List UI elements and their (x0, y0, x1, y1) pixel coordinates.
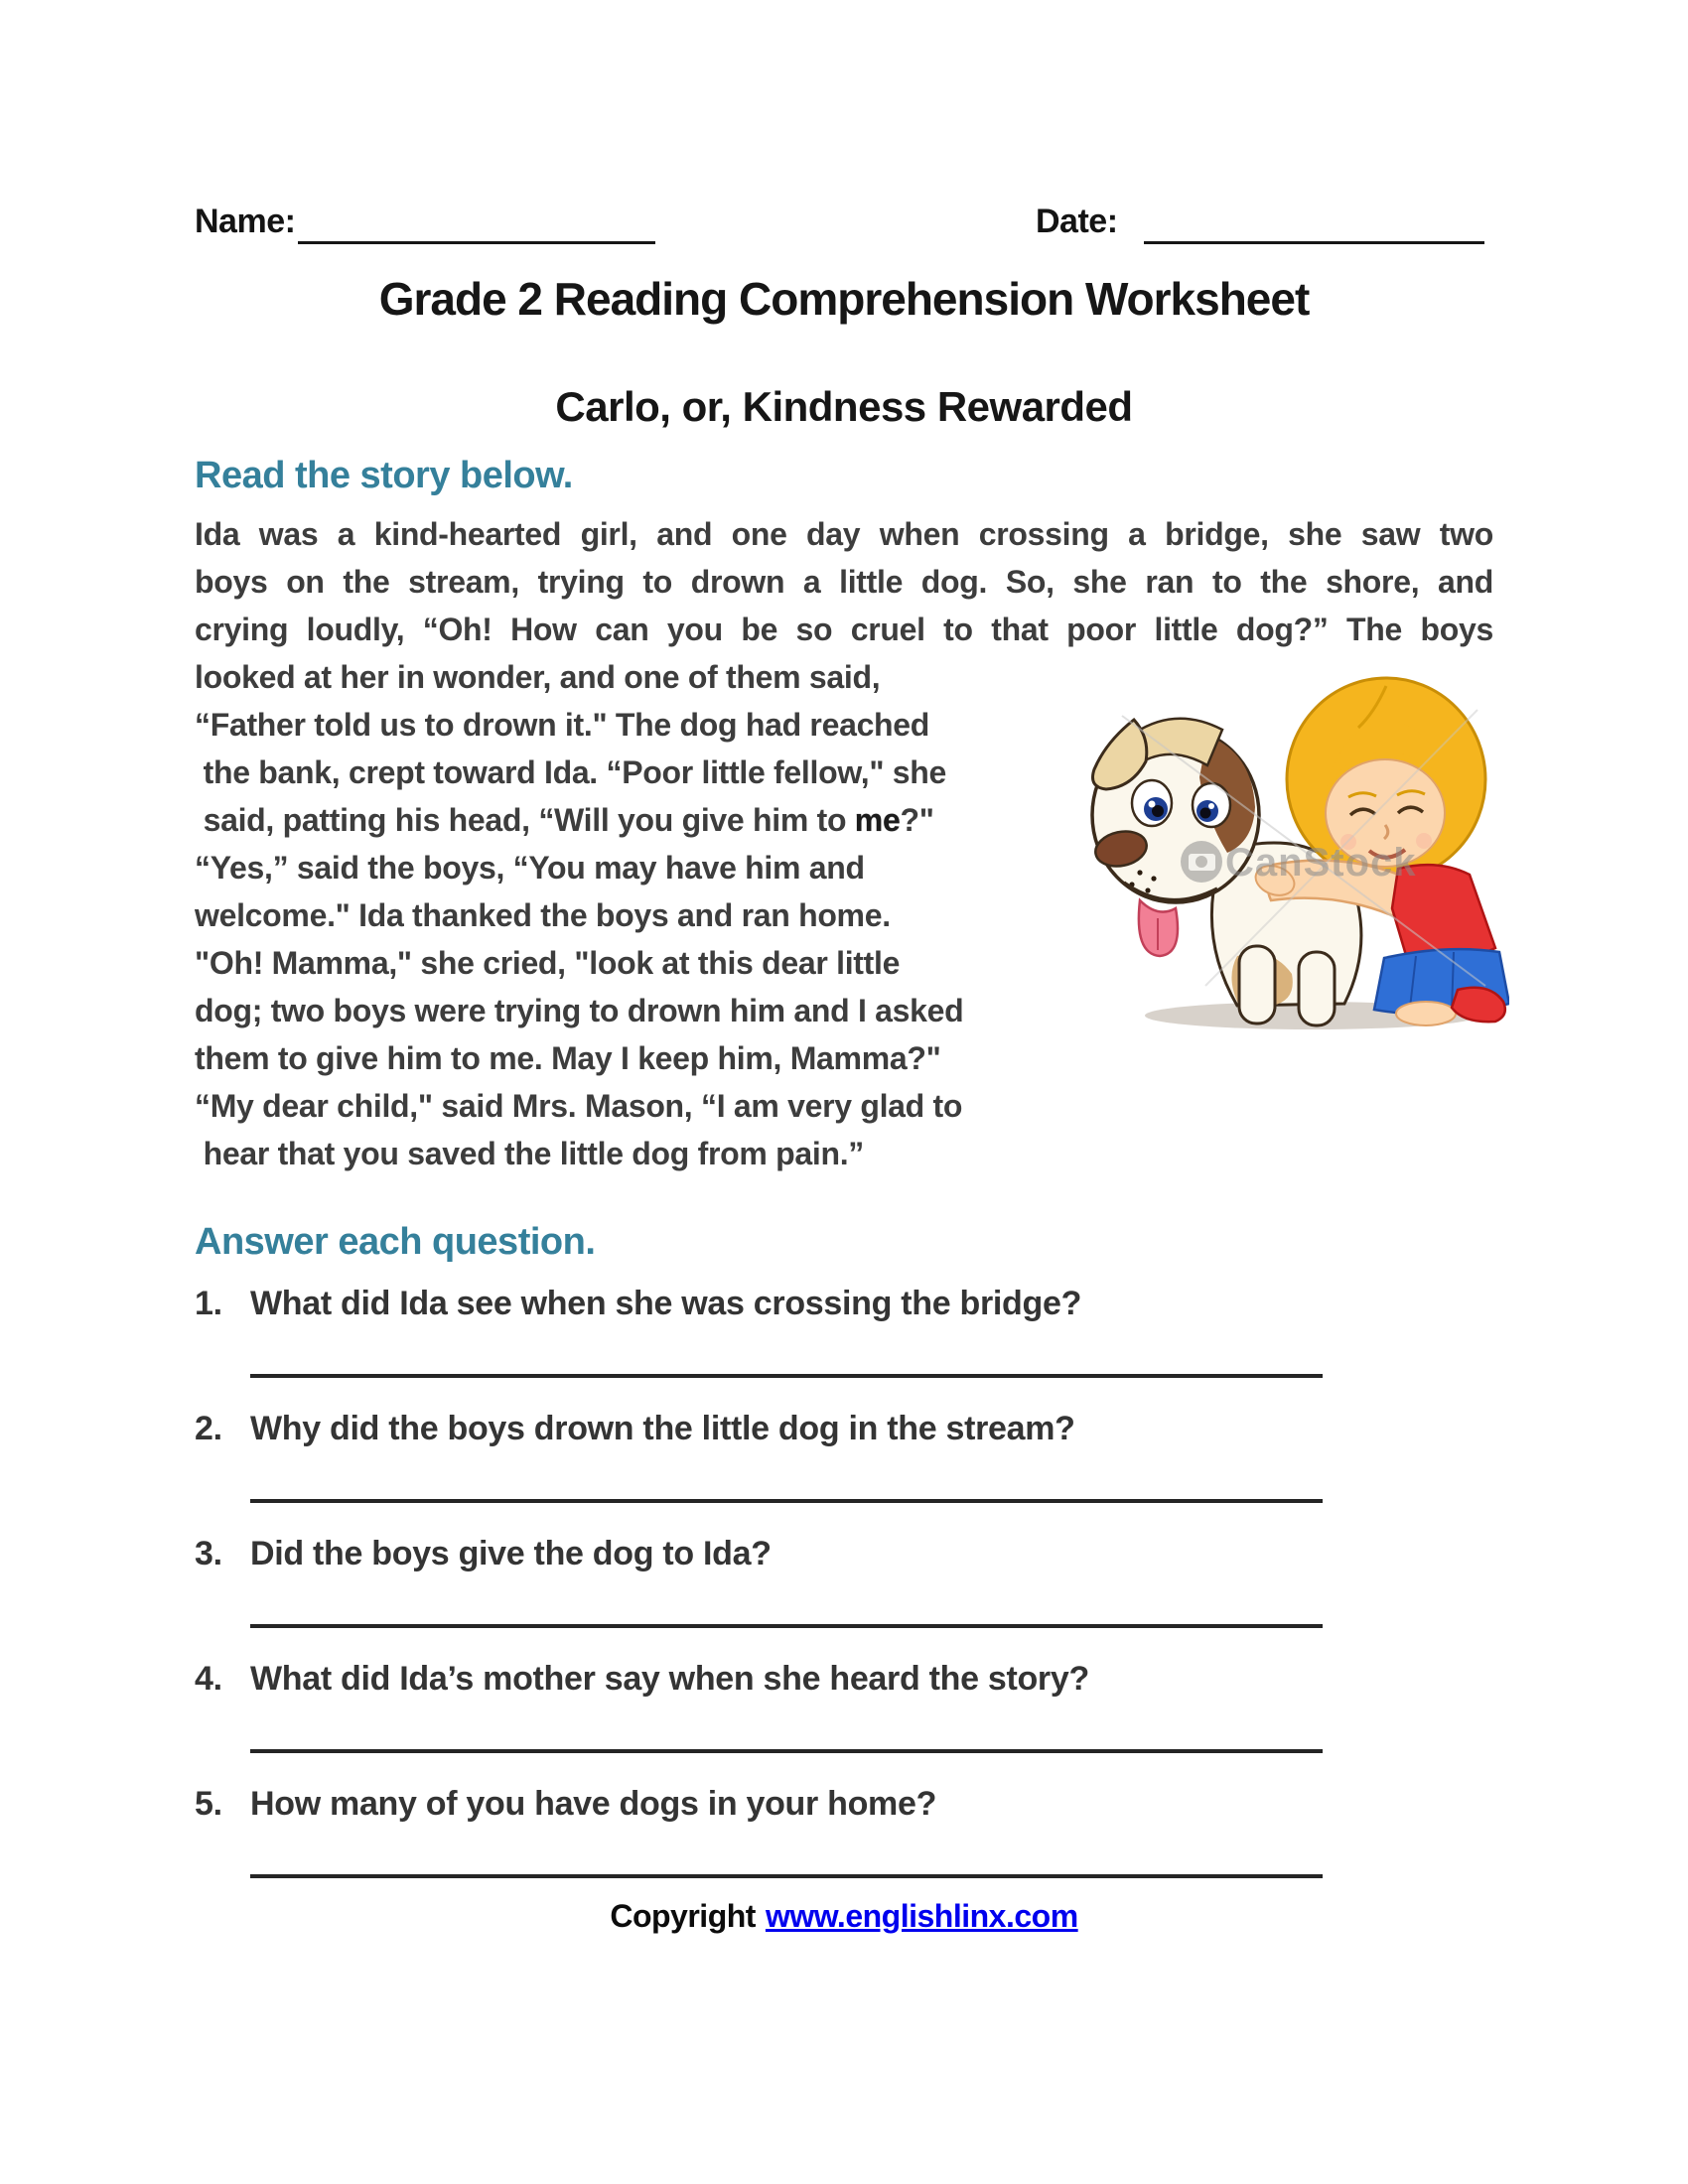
dog-pupil (1200, 808, 1211, 819)
dog-front-leg (1239, 946, 1275, 1024)
answer-blank-line (250, 1624, 1323, 1628)
question-text: What did Ida see when she was crossing the bridge? (250, 1285, 1082, 1322)
story-line: dog; two boys were trying to drown him and I asked (195, 993, 964, 1028)
dog-eye-highlight (1149, 801, 1156, 808)
story-line: hear that you saved the little dog from pain.” (195, 1136, 864, 1171)
girl-blush (1416, 833, 1432, 849)
story-line: boys on the stream, trying to drown a little dog. So, she ran to the shore, and (195, 564, 1493, 600)
dog-front-leg (1299, 952, 1335, 1025)
story-line: "Oh! Mamma," she cried, "look at this dear little (195, 945, 901, 981)
date-label: Date: (1036, 203, 1118, 240)
story-title: Carlo, or, Kindness Rewarded (555, 383, 1133, 430)
story-line: looked at her in wonder, and one of them said, (195, 659, 881, 695)
watermark-text: CanStock (1225, 841, 1417, 885)
englishlinx-link[interactable]: www.englishlinx.com (765, 1898, 1078, 1934)
story-line: “Father told us to drown it." The dog had reached (195, 707, 930, 743)
answer-blank-line (250, 1874, 1323, 1878)
question-text: Did the boys give the dog to Ida? (250, 1535, 772, 1572)
question-number: 4. (195, 1660, 222, 1698)
name-label: Name: (195, 203, 296, 240)
question-row (195, 1285, 1446, 1323)
story-line: “Yes,” said the boys, “You may have him and (195, 850, 865, 886)
muzzle-freckle (1145, 887, 1150, 892)
story-line: them to give him to me. May I keep him, Mamma?" (195, 1040, 941, 1076)
girl-hugging-dog-illustration (1088, 658, 1509, 1039)
illustration-svg (1088, 658, 1509, 1039)
page-title: Grade 2 Reading Comprehension Worksheet (378, 273, 1310, 325)
question-number: 5. (195, 1785, 222, 1823)
question-row (195, 1660, 1446, 1699)
muzzle-freckle (1137, 870, 1142, 875)
date-blank-line (1144, 241, 1484, 244)
question-text: How many of you have dogs in your home? (250, 1785, 937, 1823)
question-row (195, 1410, 1446, 1448)
answer-blank-line (250, 1749, 1323, 1753)
story-line-segment: said, patting his head, “Will you give him to (195, 802, 855, 838)
dog-eye-highlight (1208, 803, 1214, 809)
name-blank-line (298, 241, 655, 244)
story-line: crying loudly, “Oh! How can you be so cruel to that poor little dog?” The boys (195, 612, 1493, 647)
story-line-bold-word: me (854, 802, 901, 838)
question-number: 1. (195, 1285, 222, 1322)
story-line-segment: ?" (900, 802, 934, 838)
muzzle-freckle (1151, 876, 1156, 881)
girl-knee (1396, 1002, 1456, 1025)
story-line: welcome." Ida thanked the boys and ran home. (195, 897, 891, 933)
question-number: 3. (195, 1535, 222, 1572)
read-story-heading: Read the story below. (195, 455, 573, 496)
story-line: the bank, crept toward Ida. “Poor little fellow," she (195, 754, 947, 790)
answer-blank-line (250, 1374, 1323, 1378)
question-text: Why did the boys drown the little dog in the stream? (250, 1410, 1075, 1447)
question-number: 2. (195, 1410, 222, 1447)
camera-icon-lens (1196, 856, 1207, 868)
answer-questions-heading: Answer each question. (195, 1221, 596, 1263)
answer-blank-line (250, 1499, 1323, 1503)
copyright-label: Copyright (610, 1898, 756, 1934)
question-text: What did Ida’s mother say when she heard the story? (250, 1660, 1089, 1698)
story-line: Ida was a kind-hearted girl, and one day when crossing a bridge, she saw two (195, 516, 1493, 552)
question-row (195, 1785, 1446, 1824)
footer (0, 1898, 1688, 1935)
story-line: “My dear child," said Mrs. Mason, “I am very glad to (195, 1088, 963, 1124)
question-row (195, 1535, 1446, 1573)
